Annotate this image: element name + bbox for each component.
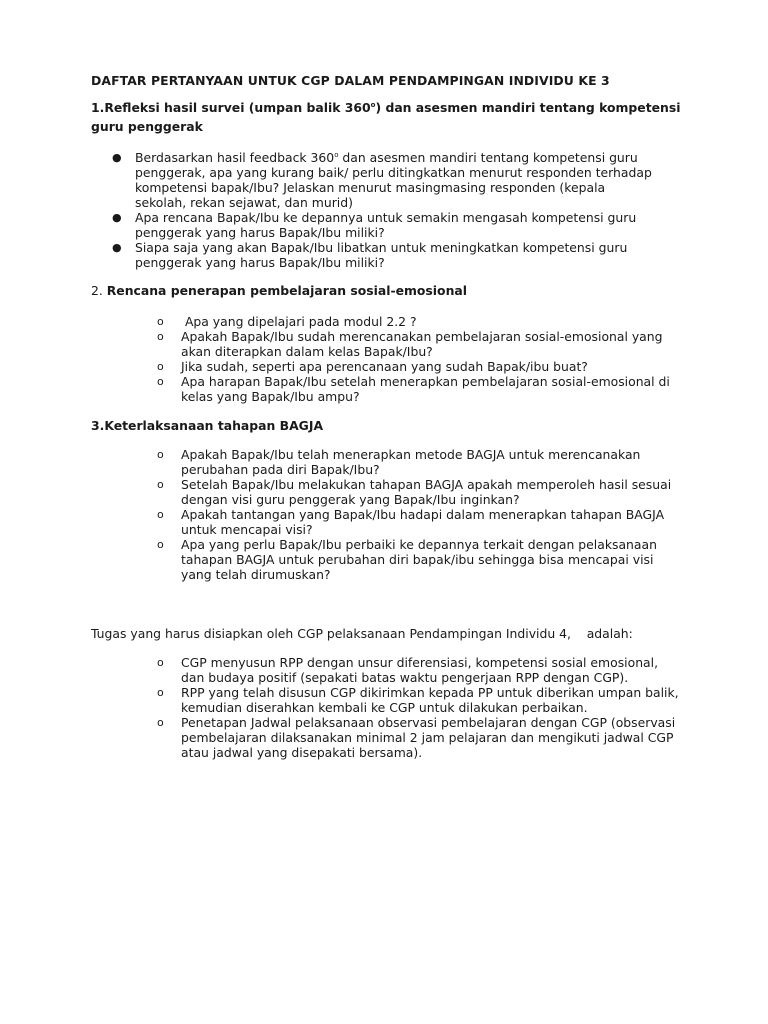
list-item xyxy=(157,685,682,715)
bullet-icon: ● xyxy=(112,151,122,164)
list-item-text-start: Berdasarkan hasil feedback 360 xyxy=(135,150,335,165)
bullet-icon: ● xyxy=(112,241,122,254)
list-item xyxy=(112,210,652,240)
section-1-list xyxy=(112,150,652,270)
circle-bullet-icon: o xyxy=(157,538,164,551)
circle-bullet-icon: o xyxy=(157,508,164,521)
list-item-text: Penetapan Jadwal pelaksanaan observasi pembelajaran dengan CGP (observasi pembelajaran dilaksanakan minimal 2 jam pelajaran dan mengikuti jadwal CGP atau jadwal yang disepakati bersama). xyxy=(181,715,676,760)
circle-bullet-icon: o xyxy=(157,716,164,729)
list-item xyxy=(157,507,682,537)
circle-bullet-icon: o xyxy=(157,375,164,388)
list-item-text: Apa rencana Bapak/Ibu ke depannya untuk semakin mengasah kompetensi guru penggerak yang harus Bapak/Ibu miliki? xyxy=(135,210,637,240)
list-item xyxy=(112,240,652,270)
tasks-list xyxy=(157,655,682,760)
circle-bullet-icon: o xyxy=(157,686,164,699)
list-item xyxy=(112,150,652,210)
circle-bullet-icon: o xyxy=(157,315,164,328)
list-item xyxy=(157,329,682,359)
tasks-intro: Tugas yang harus disiapkan oleh CGP pelaksanaan Pendampingan Individu 4, adalah: xyxy=(91,626,633,641)
section-2-list xyxy=(157,314,682,404)
section-2-number: 2. xyxy=(91,283,107,298)
section-3-list xyxy=(157,447,682,582)
list-item xyxy=(157,655,682,685)
list-item-text: Jika sudah, seperti apa perencanaan yang sudah Bapak/ibu buat? xyxy=(181,359,588,374)
list-item-text: Apakah tantangan yang Bapak/Ibu hadapi dalam menerapkan tahapan BAGJA untuk mencapai visi? xyxy=(181,507,665,537)
list-item-text: RPP yang telah disusun CGP dikirimkan kepada PP untuk diberikan umpan balik, kemudian diserahkan kembali ke CGP untuk dilakukan perbaikan. xyxy=(181,685,679,715)
list-item xyxy=(157,477,682,507)
document-title: DAFTAR PERTANYAAN UNTUK CGP DALAM PENDAMPINGAN INDIVIDU KE 3 xyxy=(91,73,610,88)
list-item-text: Siapa saja yang akan Bapak/Ibu libatkan untuk meningkatkan kompetensi guru penggerak yang harus Bapak/Ibu miliki? xyxy=(135,240,628,270)
section-1-heading-start: 1.Refleksi hasil survei (umpan balik 360 xyxy=(91,100,371,115)
list-item-text: Apa yang perlu Bapak/Ibu perbaiki ke depannya terkait dengan pelaksanaan tahapan BAGJA untuk perubahan diri bapak/ibu sehingga bisa mencapai visi yang telah dirumuskan? xyxy=(181,537,657,582)
list-item xyxy=(157,537,682,582)
section-1-heading xyxy=(91,98,691,136)
circle-bullet-icon: o xyxy=(157,360,164,373)
list-item-text: Apakah Bapak/Ibu sudah merencanakan pembelajaran sosial-emosional yang akan diterapkan dalam kelas Bapak/Ibu? xyxy=(181,329,663,359)
list-item-text-end: dan asesmen mandiri tentang kompetensi guru penggerak, apa yang kurang baik/ perlu ditingkatkan menurut responden terhadap kompetensi bapak/Ibu? Jelaskan menurut masingmasing responden (kepala sekolah, rekan sejawat, dan murid) xyxy=(135,150,652,210)
list-item xyxy=(157,374,682,404)
list-item-text: Apa yang dipelajari pada modul 2.2 ? xyxy=(181,314,417,329)
circle-bullet-icon: o xyxy=(157,656,164,669)
list-item xyxy=(157,447,682,477)
list-item-text: Apakah Bapak/Ibu telah menerapkan metode BAGJA untuk merencanakan perubahan pada diri Bapak/Ibu? xyxy=(181,447,641,477)
section-2-heading xyxy=(91,281,691,300)
list-item xyxy=(157,715,682,760)
section-2-heading-text: Rencana penerapan pembelajaran sosial-emosional xyxy=(106,283,468,298)
section-3-heading: 3.Keterlaksanaan tahapan BAGJA xyxy=(91,418,324,433)
list-item xyxy=(157,359,682,374)
circle-bullet-icon: o xyxy=(157,448,164,461)
degree-superscript: o xyxy=(334,150,339,159)
list-item-text: CGP menyusun RPP dengan unsur diferensiasi, kompetensi sosial emosional, dan budaya positif (sepakati batas waktu pengerjaan RPP dengan CGP). xyxy=(181,655,659,685)
circle-bullet-icon: o xyxy=(157,330,164,343)
degree-superscript: o xyxy=(370,100,376,109)
list-item-text: Apa harapan Bapak/Ibu setelah menerapkan pembelajaran sosial-emosional di kelas yang Bapak/Ibu ampu? xyxy=(181,374,670,404)
list-item xyxy=(157,314,682,329)
circle-bullet-icon: o xyxy=(157,478,164,491)
list-item-text: Setelah Bapak/Ibu melakukan tahapan BAGJA apakah memperoleh hasil sesuai dengan visi guru penggerak yang Bapak/Ibu inginkan? xyxy=(181,477,672,507)
section-1-heading-end: ) dan asesmen mandiri tentang kompetensi guru penggerak xyxy=(91,100,681,134)
bullet-icon: ● xyxy=(112,211,122,224)
